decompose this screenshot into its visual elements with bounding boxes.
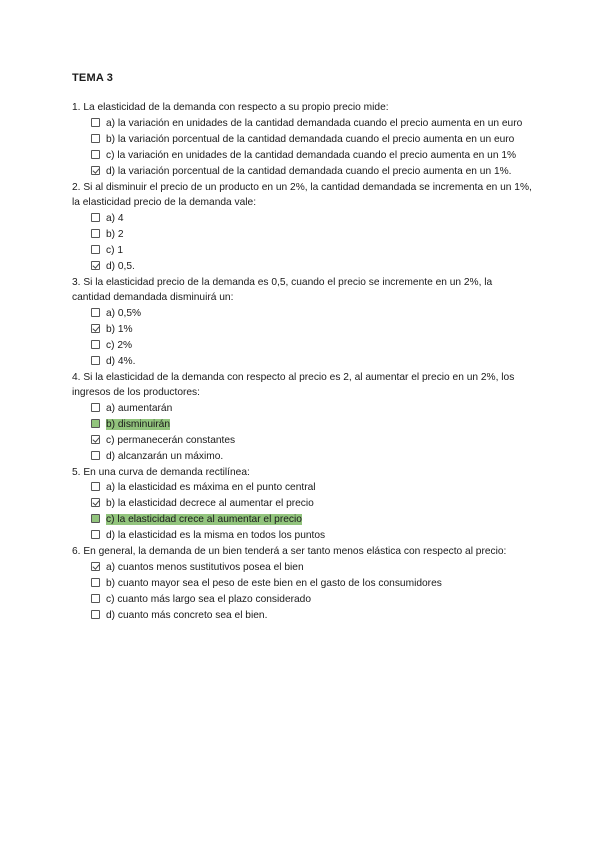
question-1-options (91, 116, 532, 180)
question-2-text: 2. Si al disminuir el precio de un producto en un 2%, la cantidad demandada se incrementa en un 1%, la elasticidad precio de la demanda vale: (72, 181, 532, 208)
answer-option-label: d) 0,5. (106, 260, 135, 272)
answer-option-label: c) la variación en unidades de la cantidad demandada cuando el precio aumenta en un 1% (106, 149, 517, 161)
answer-option-label-wrap (106, 338, 532, 354)
answer-option[interactable] (91, 116, 532, 132)
answer-option-label: c) permanecerán constantes (106, 434, 236, 446)
answer-option-label-wrap (106, 449, 532, 465)
answer-option-label: a) 0,5% (106, 307, 142, 319)
answer-option-label: a) la elasticidad es máxima en el punto central (106, 482, 316, 493)
answer-option[interactable] (91, 243, 532, 259)
answer-option[interactable] (91, 417, 532, 433)
answer-option-label: b) cuanto mayor sea el peso de este bien en el gasto de los consumidores (106, 577, 442, 589)
answer-option[interactable] (91, 528, 532, 544)
answer-option-label: d) la elasticidad es la misma en todos los puntos (106, 530, 326, 541)
checkbox-icon[interactable] (91, 482, 100, 491)
checked-checkbox-icon[interactable] (91, 562, 100, 571)
answer-option-label: b) la elasticidad decrece al aumentar el precio (106, 498, 314, 509)
answer-option-label: c) 2% (106, 339, 133, 351)
answer-option[interactable] (91, 592, 532, 608)
checkbox-icon[interactable] (91, 229, 100, 238)
answer-option[interactable] (91, 227, 532, 243)
checkbox-icon[interactable] (91, 213, 100, 222)
question-3-options (91, 306, 532, 370)
answer-option-label: c) 1 (106, 244, 123, 256)
checkbox-icon[interactable] (91, 610, 100, 619)
question-3-text: 3. Si la elasticidad precio de la demanda es 0,5, cuando el precio se incremente en un 2%, la cantidad demandada disminuirá un: (72, 276, 493, 303)
answer-option[interactable] (91, 449, 532, 465)
page-title: TEMA 3 (72, 72, 114, 84)
checked-checkbox-icon[interactable] (91, 324, 100, 333)
answer-option[interactable] (91, 322, 532, 338)
answer-option[interactable] (91, 401, 532, 417)
question-5-text: 5. En una curva de demanda rectilínea: (72, 466, 250, 478)
answer-option-label: b) 1% (106, 323, 133, 335)
answer-option-label-wrap (106, 512, 532, 528)
answer-option-label-wrap (106, 227, 532, 243)
answer-option[interactable] (91, 433, 532, 449)
answer-option-label: d) 4%. (106, 355, 136, 367)
answer-option-label-wrap (106, 528, 532, 544)
answer-option-label-wrap (106, 592, 532, 608)
answer-option-label-wrap (106, 576, 532, 592)
question-4-options (91, 401, 532, 465)
checkbox-icon[interactable] (91, 514, 100, 523)
checkbox-icon[interactable] (91, 134, 100, 143)
checkbox-icon[interactable] (91, 530, 100, 539)
answer-option-label-wrap (106, 433, 532, 449)
checkbox-icon[interactable] (91, 594, 100, 603)
answer-option[interactable] (91, 576, 532, 592)
answer-option[interactable] (91, 132, 532, 148)
answer-option-label: b) la variación porcentual de la cantidad demandada cuando el precio aumenta en un euro (106, 133, 515, 145)
answer-option-label-wrap (106, 116, 532, 132)
answer-option-label: a) cuantos menos sustitutivos posea el bien (106, 561, 304, 573)
answer-option-label-wrap (106, 480, 532, 496)
checkbox-icon[interactable] (91, 245, 100, 254)
checkbox-icon[interactable] (91, 419, 100, 428)
checked-checkbox-icon[interactable] (91, 498, 100, 507)
answer-option[interactable] (91, 211, 532, 227)
checkbox-icon[interactable] (91, 308, 100, 317)
answer-option-label-wrap (106, 322, 532, 338)
checkbox-icon[interactable] (91, 451, 100, 460)
answer-option-label-wrap (106, 496, 532, 512)
answer-option-label: c) cuanto más largo sea el plazo considerado (106, 593, 311, 605)
answer-option[interactable] (91, 496, 532, 512)
checked-checkbox-icon[interactable] (91, 166, 100, 175)
question-6-text: 6. En general, la demanda de un bien tenderá a ser tanto menos elástica con respecto al precio: (72, 546, 507, 557)
answer-option-label-wrap (106, 243, 532, 259)
answer-option[interactable] (91, 164, 532, 180)
answer-option[interactable] (91, 354, 532, 370)
answer-option[interactable] (91, 480, 532, 496)
answer-option-label: d) alcanzarán un máximo. (106, 450, 224, 462)
checkbox-icon[interactable] (91, 578, 100, 587)
answer-option-label: a) aumentarán (106, 402, 173, 414)
answer-option[interactable] (91, 148, 532, 164)
answer-option-label: b) 2 (106, 228, 124, 240)
answer-option[interactable] (91, 338, 532, 354)
checkbox-icon[interactable] (91, 150, 100, 159)
answer-option-label-wrap (106, 211, 532, 227)
answer-option[interactable] (91, 512, 532, 528)
answer-option-label: d) la variación porcentual de la cantidad demandada cuando el precio aumenta en un 1%. (106, 165, 512, 177)
answer-option-label-wrap (106, 417, 532, 433)
checkbox-icon[interactable] (91, 118, 100, 127)
quiz-content (72, 100, 532, 624)
checked-checkbox-icon[interactable] (91, 261, 100, 270)
answer-option-label-wrap (106, 306, 532, 322)
answer-option-label-wrap (106, 608, 532, 624)
question-6-options (91, 560, 532, 624)
question-4-text: 4. Si la elasticidad de la demanda con respecto al precio es 2, al aumentar el precio en un 2%, los ingresos de los productores: (72, 371, 515, 398)
question-2-options (91, 211, 532, 275)
answer-option-label-wrap (106, 164, 532, 180)
answer-option-label: c) la elasticidad crece al aumentar el precio (106, 514, 302, 525)
answer-option-label-wrap (106, 560, 532, 576)
checked-checkbox-icon[interactable] (91, 435, 100, 444)
checkbox-icon[interactable] (91, 403, 100, 412)
answer-option[interactable] (91, 259, 532, 275)
question-1-text: 1. La elasticidad de la demanda con respecto a su propio precio mide: (72, 102, 389, 113)
answer-option-label: d) cuanto más concreto sea el bien. (106, 609, 268, 621)
answer-option-label-wrap (106, 354, 532, 370)
question-5-options (91, 480, 532, 544)
answer-option-label: b) disminuirán (106, 418, 170, 430)
answer-option-label: a) 4 (106, 212, 124, 224)
answer-option-label-wrap (106, 132, 532, 148)
answer-option-label-wrap (106, 148, 532, 164)
checkbox-icon[interactable] (91, 340, 100, 349)
answer-option[interactable] (91, 608, 532, 624)
checkbox-icon[interactable] (91, 356, 100, 365)
answer-option[interactable] (91, 560, 532, 576)
answer-option-label-wrap (106, 401, 532, 417)
answer-option-label-wrap (106, 259, 532, 275)
answer-option-label: a) la variación en unidades de la cantidad demandada cuando el precio aumenta en un euro (106, 117, 523, 129)
answer-option[interactable] (91, 306, 532, 322)
